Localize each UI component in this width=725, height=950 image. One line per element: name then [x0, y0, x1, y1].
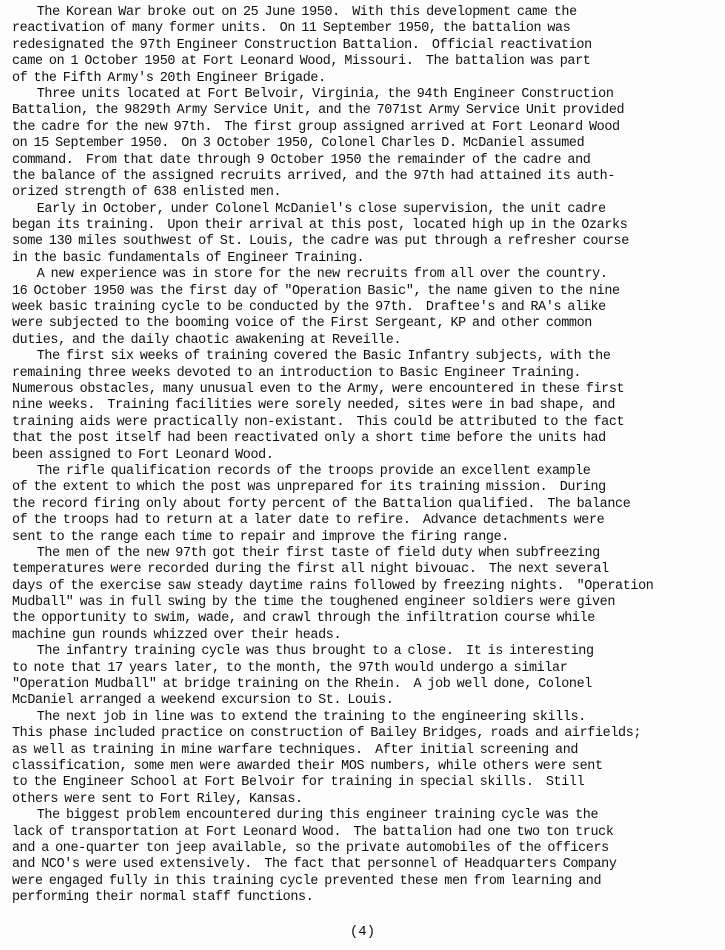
text-line: of the extent to which the post was unprepared for its training mission. During	[12, 480, 606, 496]
text-line: performing their normal staff functions.	[12, 890, 314, 906]
text-line: The first six weeks of training covered the Basic Infantry subjects, with the	[12, 349, 611, 365]
text-line: The infantry training cycle was thus brought to a close. It is interesting	[12, 644, 594, 660]
text-line: Numerous obstacles, many unusual even to the Army, were encountered in these first	[12, 381, 625, 397]
text-line: the cadre for the new 97th. The first group assigned arrived at Fort Leonard Wood	[12, 119, 620, 135]
text-line: machine gun rounds whizzed over their heads.	[12, 627, 342, 643]
text-line: began its training. Upon their arrival at this post, located high up in the Ozarks	[12, 218, 628, 234]
text-line: remaining three weeks devoted to an introduction to Basic Engineer Training.	[12, 365, 582, 381]
text-line: duties, and the daily chaotic awakening at Reveille.	[12, 332, 402, 348]
text-line: reactivation of many former units. On 11 September 1950, the battalion was	[12, 21, 571, 37]
text-line: the opportunity to swim, wade, and crawl through the infiltration course while	[12, 611, 595, 627]
text-line: The next job in line was to extend the training to the engineering skills.	[12, 709, 586, 725]
text-line: as well as training in mine warfare techniques. After initial screening and	[12, 742, 579, 758]
text-line: Battalion, the 9829th Army Service Unit, and the 7071st Army Service Unit provided	[12, 103, 625, 119]
text-line: some 130 miles southwest of St. Louis, the cadre was put through a refresher course	[12, 234, 629, 250]
text-line: of the Fifth Army's 20th Engineer Brigade.	[12, 70, 326, 86]
text-line: were subjected to the booming voice of the First Sergeant, KP and other common	[12, 316, 592, 332]
text-line: of the troops had to return at a later date to refire. Advance detachments were	[12, 513, 605, 529]
text-line: days of the exercise saw steady daytime rains followed by freezing nights. "Operation	[12, 578, 654, 594]
text-line: McDaniel arranged a weekend excursion to St. Louis.	[12, 693, 394, 709]
text-line: on 15 September 1950. On 3 October 1950, Colonel Charles D. McDaniel assumed	[12, 136, 585, 152]
text-line: nine weeks. Training facilities were sorely needed, sites were in bad shape, and	[12, 398, 616, 414]
text-line: A new experience was in store for the new recruits from all over the country.	[12, 267, 608, 283]
text-line: in the basic fundamentals of Engineer Training.	[12, 250, 365, 266]
text-line: Early in October, under Colonel McDaniel's close supervision, the unit cadre	[12, 201, 606, 217]
text-line: others were sent to Fort Riley, Kansas.	[12, 791, 303, 807]
text-line: were engaged fully in this training cycle prevented these men from learning and	[12, 873, 602, 889]
text-line: the record firing only about forty percent of the Battalion qualified. The balance	[12, 496, 631, 512]
text-line: and NCO's were used extensively. The fact that personnel of Headquarters Company	[12, 857, 617, 873]
page-number: (4)	[349, 924, 376, 940]
text-line: Mudball" was in full swing by the time the toughened engineer soldiers were given	[12, 595, 616, 611]
text-line: and a one-quarter ton jeep available, so the private automobiles of the officers	[12, 840, 609, 856]
text-line: The rifle qualification records of the troops provide an excellent example	[12, 463, 591, 479]
text-line: been assigned to Fort Leonard Wood.	[12, 447, 274, 463]
text-line: 16 October 1950 was the first day of "Operation Basic", the name given to the nine	[12, 283, 620, 299]
text-line: week basic training cycle to be conducted by the 97th. Draftee's and RA's alike	[12, 300, 606, 316]
body-text	[12, 5, 720, 906]
text-line: to the Engineer School at Fort Belvoir for training in special skills. Still	[12, 775, 585, 791]
text-line: Three units located at Fort Belvoir, Virginia, the 94th Engineer Construction	[12, 86, 614, 102]
text-line: command. From that date through 9 October 1950 the remainder of the cadre and	[12, 152, 591, 168]
text-line: sent to the range each time to repair and improve the firing range.	[12, 529, 509, 545]
text-line: the balance of the assigned recruits arrived, and the 97th had attained its auth-	[12, 168, 616, 184]
text-line: training aids were practically non-existant. This could be attributed to the fact	[12, 414, 625, 430]
text-line: The Korean War broke out on 25 June 1950. With this development came the	[12, 5, 577, 20]
text-line: that the post itself had been reactivated only a short time before the units had	[12, 431, 606, 447]
text-line: came on 1 October 1950 at Fort Leonard Wood, Missouri. The battalion was part	[12, 54, 591, 70]
text-line: to note that 17 years later, to the month, the 97th would undergo a similar	[12, 660, 568, 676]
text-line: orized strength of 638 enlisted men.	[12, 185, 282, 201]
text-line: This phase included practice on construction of Bailey Bridges, roads and airfields;	[12, 726, 642, 742]
text-line: "Operation Mudball" at bridge training on the Rhein. A job well done, Colonel	[12, 677, 592, 693]
text-line: The biggest problem encountered during this engineer training cycle was the	[12, 808, 599, 824]
text-line: redesignated the 97th Engineer Construction Battalion. Official reactivation	[12, 37, 592, 53]
text-line: lack of transportation at Fort Leonard Wood. The battalion had one two ton truck	[12, 824, 614, 840]
text-line: classification, some men were awarded their MOS numbers, while others were sent	[12, 758, 603, 774]
text-line: temperatures were recorded during the first all night bivouac. The next several	[12, 562, 609, 578]
text-line: The men of the new 97th got their first taste of field duty when subfreezing	[12, 545, 600, 561]
